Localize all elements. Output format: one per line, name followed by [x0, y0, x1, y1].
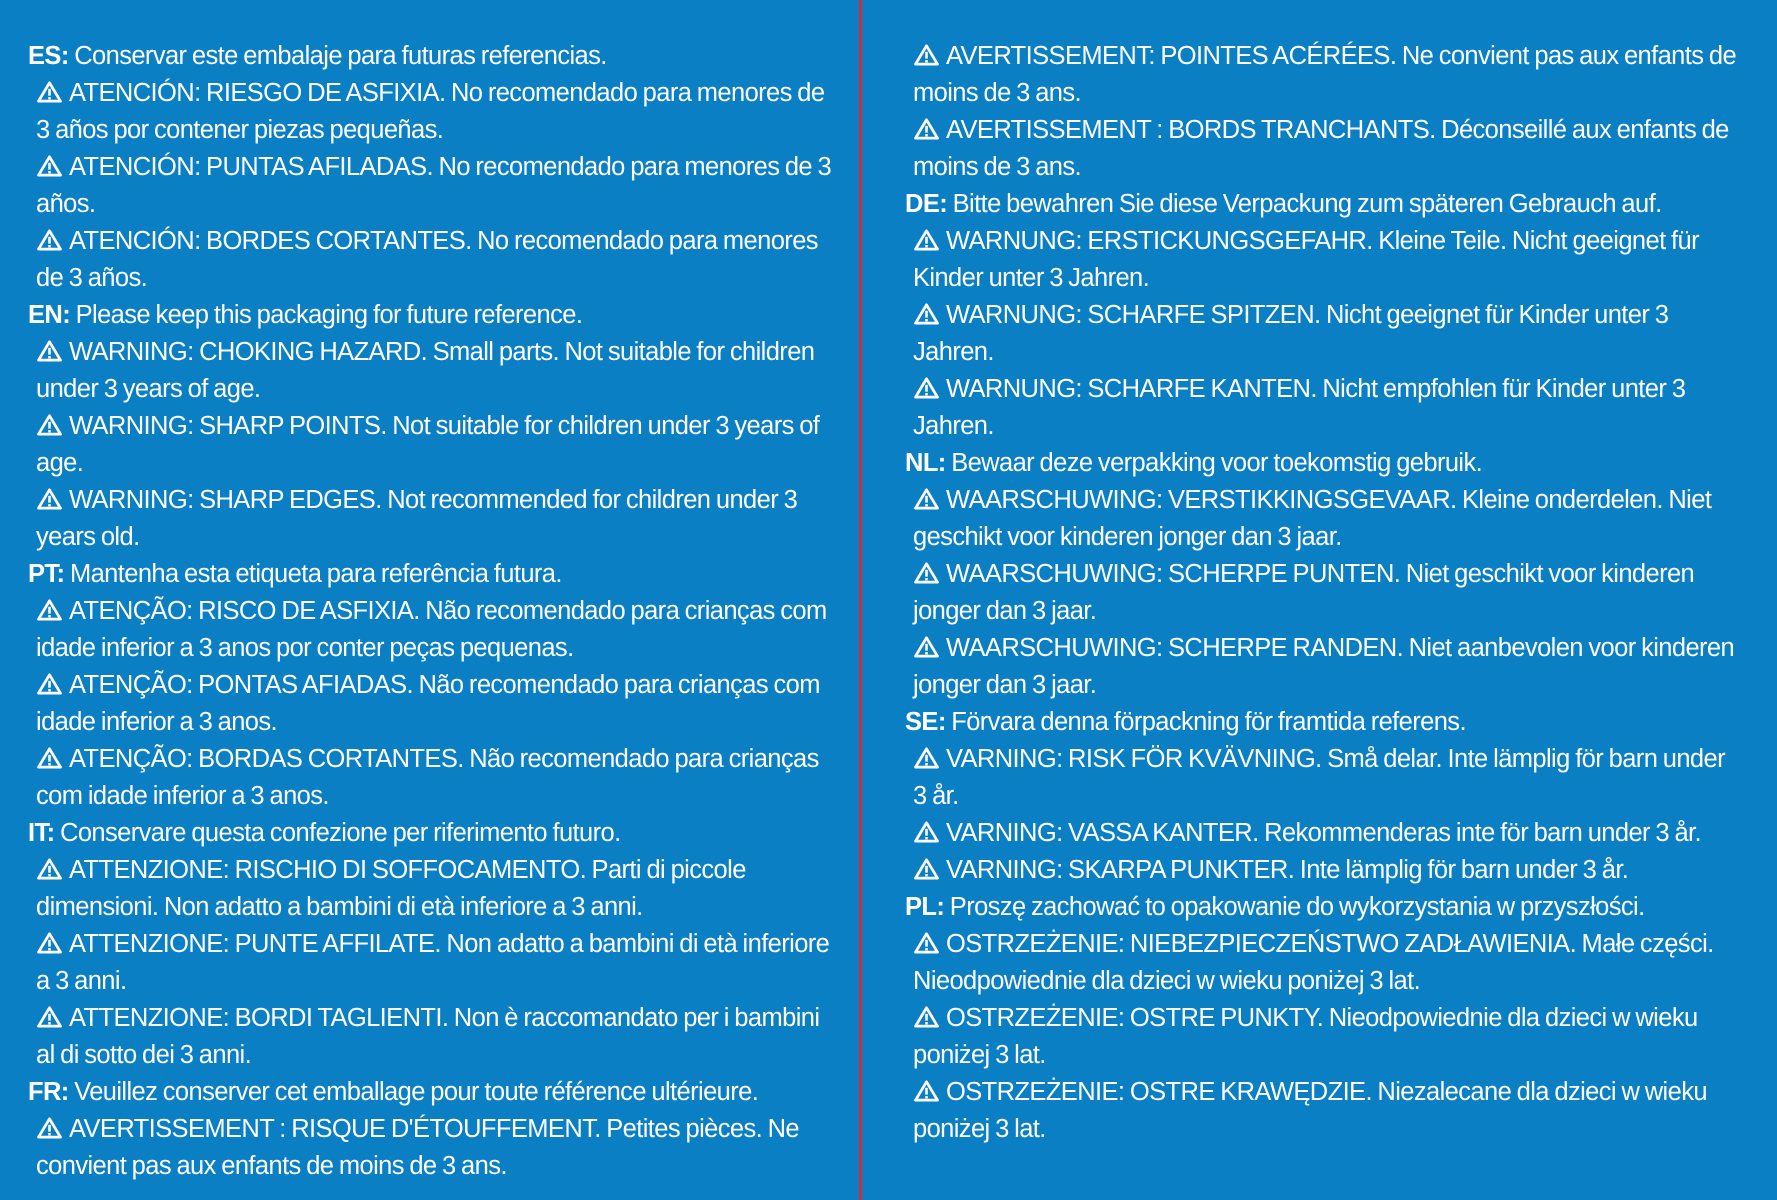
lang-code: SE:: [905, 708, 946, 736]
warning-line: [28, 741, 840, 815]
lang-line-es: [28, 38, 840, 75]
warning-line: [905, 297, 1743, 371]
warning-line: [905, 371, 1743, 445]
warning-text: ATENÇÃO: PONTAS AFIADAS. Não recomendado para crianças com idade inferior a 3 anos.: [36, 671, 820, 736]
warning-triangle-icon: [913, 1080, 940, 1102]
warning-text: WARNING: SHARP EDGES. Not recommended for children under 3 years old.: [36, 486, 798, 551]
lang-code: EN:: [28, 301, 71, 329]
warning-line: [905, 1074, 1743, 1148]
warning-text: AVERTISSEMENT: POINTES ACÉRÉES. Ne convient pas aux enfants de moins de 3 ans.: [913, 42, 1737, 107]
warning-text: WARNUNG: SCHARFE SPITZEN. Nicht geeignet für Kinder unter 3 Jahren.: [913, 301, 1669, 366]
lang-code: ES:: [28, 42, 69, 70]
warning-text: ATENÇÃO: BORDAS CORTANTES. Não recomendado para crianças com idade inferior a 3 anos.: [36, 745, 819, 810]
warning-line: [28, 1111, 840, 1185]
lang-line-de: [905, 186, 1743, 223]
lang-text: Bewaar deze verpakking voor toekomstig gebruik.: [951, 449, 1483, 477]
warning-triangle-icon: [913, 932, 940, 954]
warning-line: [28, 593, 840, 667]
warning-triangle-icon: [36, 747, 63, 769]
lang-text: Conservar este embalaje para futuras referencias.: [74, 42, 607, 70]
warning-triangle-icon: [913, 377, 940, 399]
warning-text: WAARSCHUWING: SCHERPE RANDEN. Niet aanbevolen voor kinderen jonger dan 3 jaar.: [913, 634, 1735, 699]
warning-line: [905, 556, 1743, 630]
warning-triangle-icon: [36, 599, 63, 621]
warning-text: ATTENZIONE: PUNTE AFFILATE. Non adatto a bambini di età inferiore a 3 anni.: [36, 930, 830, 995]
warning-triangle-icon: [913, 636, 940, 658]
warning-triangle-icon: [36, 488, 63, 510]
warning-text: ATENCIÓN: RIESGO DE ASFIXIA. No recomendado para menores de 3 años por contener piezas pequeñas.: [36, 79, 825, 144]
warning-line: [905, 852, 1743, 889]
lang-line-pl: [905, 889, 1743, 926]
right-column: [860, 0, 1777, 1200]
warning-text: AVERTISSEMENT : BORDS TRANCHANTS. Déconseillé aux enfants de moins de 3 ans.: [913, 116, 1729, 181]
warning-triangle-icon: [913, 118, 940, 140]
warning-triangle-icon: [36, 1006, 63, 1028]
lang-text: Mantenha esta etiqueta para referência futura.: [69, 560, 562, 588]
warning-text: OSTRZEŻENIE: OSTRE KRAWĘDZIE. Niezalecane dla dzieci w wieku poniżej 3 lat.: [913, 1078, 1707, 1143]
warning-line: [28, 408, 840, 482]
warning-triangle-icon: [36, 229, 63, 251]
warning-line: [28, 926, 840, 1000]
lang-line-it: [28, 815, 840, 852]
warning-triangle-icon: [36, 1117, 63, 1139]
warning-line: [28, 149, 840, 223]
warning-line: [28, 1000, 840, 1074]
warning-line: [28, 334, 840, 408]
warning-triangle-icon: [913, 44, 940, 66]
warning-line: [28, 852, 840, 926]
warning-triangle-icon: [36, 414, 63, 436]
warning-triangle-icon: [36, 340, 63, 362]
warning-triangle-icon: [913, 229, 940, 251]
warning-text: WARNING: SHARP POINTS. Not suitable for children under 3 years of age.: [36, 412, 820, 477]
lang-text: Bitte bewahren Sie diese Verpackung zum späteren Gebrauch auf.: [952, 190, 1662, 218]
warning-line: [905, 223, 1743, 297]
lang-code: DE:: [905, 190, 948, 218]
warning-line: [28, 75, 840, 149]
warning-line: [905, 482, 1743, 556]
warning-text: OSTRZEŻENIE: NIEBEZPIECZEŃSTWO ZADŁAWIENIA. Małe części. Nieodpowiednie dla dzieci w wieku poniżej 3 lat.: [913, 930, 1714, 995]
warning-triangle-icon: [913, 562, 940, 584]
warning-triangle-icon: [913, 747, 940, 769]
warning-text: ATENCIÓN: PUNTAS AFILADAS. No recomendado para menores de 3 años.: [36, 153, 832, 218]
warning-text: ATENCIÓN: BORDES CORTANTES. No recomendado para menores de 3 años.: [36, 227, 818, 292]
warning-line: [905, 1000, 1743, 1074]
warning-text: WARNUNG: SCHARFE KANTEN. Nicht empfohlen für Kinder unter 3 Jahren.: [913, 375, 1686, 440]
warning-text: WARNING: CHOKING HAZARD. Small parts. Not suitable for children under 3 years of age.: [36, 338, 815, 403]
warning-text: WAARSCHUWING: VERSTIKKINGSGEVAAR. Kleine onderdelen. Niet geschikt voor kinderen jonger dan 3 jaar.: [913, 486, 1712, 551]
lang-line-se: [905, 704, 1743, 741]
warning-line: [28, 223, 840, 297]
warning-triangle-icon: [36, 81, 63, 103]
warning-line: [905, 112, 1743, 186]
warning-text: AVERTISSEMENT : RISQUE D'ÉTOUFFEMENT. Petites pièces. Ne convient pas aux enfants de moins de 3 ans.: [36, 1115, 799, 1180]
warning-line: [905, 741, 1743, 815]
lang-text: Please keep this packaging for future reference.: [75, 301, 583, 329]
warning-text: WARNUNG: ERSTICKUNGSGEFAHR. Kleine Teile. Nicht geeignet für Kinder unter 3 Jahren.: [913, 227, 1699, 292]
warning-line: [28, 667, 840, 741]
warning-triangle-icon: [36, 858, 63, 880]
warning-text: ATTENZIONE: RISCHIO DI SOFFOCAMENTO. Parti di piccole dimensioni. Non adatto a bambini di età inferiore a 3 anni.: [36, 856, 746, 921]
warning-line: [28, 482, 840, 556]
warning-line: [905, 38, 1743, 112]
lang-line-pt: [28, 556, 840, 593]
warning-triangle-icon: [36, 155, 63, 177]
warning-text: VARNING: VASSA KANTER. Rekommenderas inte för barn under 3 år.: [946, 819, 1702, 847]
lang-line-fr: [28, 1074, 840, 1111]
lang-text: Proszę zachować to opakowanie do wykorzystania w przyszłości.: [949, 893, 1645, 921]
lang-text: Veuillez conserver cet emballage pour toute référence ultérieure.: [74, 1078, 759, 1106]
warning-text: VARNING: RISK FÖR KVÄVNING. Små delar. Inte lämplig för barn under 3 år.: [913, 745, 1725, 810]
lang-code: IT:: [28, 819, 55, 847]
warning-triangle-icon: [913, 821, 940, 843]
warning-line: [905, 926, 1743, 1000]
warning-triangle-icon: [913, 303, 940, 325]
warning-triangle-icon: [36, 673, 63, 695]
warning-triangle-icon: [913, 488, 940, 510]
warning-line: [905, 630, 1743, 704]
lang-text: Conservare questa confezione per riferimento futuro.: [60, 819, 621, 847]
lang-line-nl: [905, 445, 1743, 482]
lang-line-en: [28, 297, 840, 334]
warning-text: OSTRZEŻENIE: OSTRE PUNKTY. Nieodpowiednie dla dzieci w wieku poniżej 3 lat.: [913, 1004, 1698, 1069]
warning-line: [905, 815, 1743, 852]
warning-text: ATTENZIONE: BORDI TAGLIENTI. Non è raccomandato per i bambini al di sotto dei 3 anni.: [36, 1004, 820, 1069]
lang-code: PL:: [905, 893, 945, 921]
warning-text: VARNING: SKARPA PUNKTER. Inte lämplig för barn under 3 år.: [946, 856, 1629, 884]
warning-text: WAARSCHUWING: SCHERPE PUNTEN. Niet geschikt voor kinderen jonger dan 3 jaar.: [913, 560, 1695, 625]
column-divider: [859, 0, 862, 1200]
warning-text: ATENÇÃO: RISCO DE ASFIXIA. Não recomendado para crianças com idade inferior a 3 anos por conter peças pequenas.: [36, 597, 827, 662]
lang-text: Förvara denna förpackning för framtida referens.: [951, 708, 1466, 736]
lang-code: PT:: [28, 560, 65, 588]
lang-code: NL:: [905, 449, 946, 477]
left-column: [0, 0, 860, 1200]
warning-triangle-icon: [913, 1006, 940, 1028]
lang-code: FR:: [28, 1078, 69, 1106]
warning-triangle-icon: [36, 932, 63, 954]
warning-triangle-icon: [913, 858, 940, 880]
